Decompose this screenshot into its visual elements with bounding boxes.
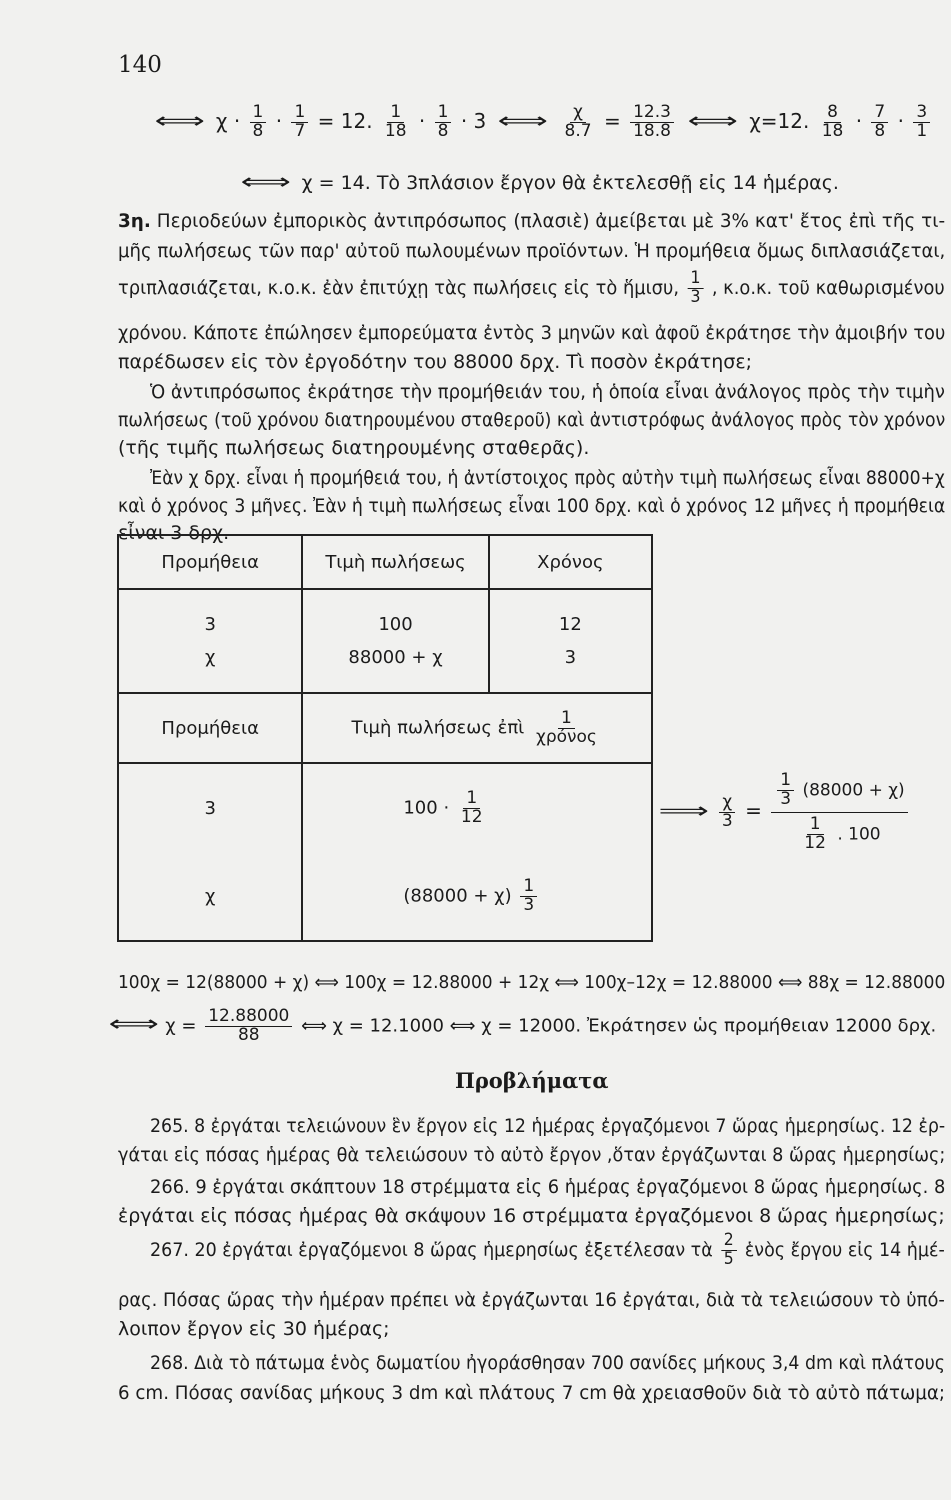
problem-3-line-7: πωλήσεως (τοῦ χρόνου διατηρουμένου σταθεροῦ) καὶ ἀντιστρόφως ἀνάλογος πρὸς τὸν χρόνον	[118, 409, 946, 431]
equivalence-arrow-icon: ⟺	[240, 170, 292, 195]
equation-line-1: ⟺ χ · $\frac{1}{8}$ · $\frac{1}{7}$ = 12. $\frac{1}{18}$ · $\frac{1}{8}$ · 3 ⟺ $\frac{\chi}{8.7}$ = $\frac{12.3}{18.8}$ ⟺ χ=12. $\frac{8}{18}$ · $\frac{7}{8}$ · $\frac{3}{1}$	[150, 104, 933, 141]
side-equation: ⟹ $\frac{\chi}{3}$ = $\frac{1}{3}$ (88000 + χ) $\frac{1}{12}$ . 100	[668, 772, 911, 852]
problem-3-line-2: μῆς πωλήσεως τῶν παρ' αὐτοῦ πωλουμένων προϊόντων. Ἡ προμήθεια ὅμως διπλασιάζεται,	[118, 240, 946, 262]
problems-heading: Προβλήματα	[455, 1068, 609, 1093]
table-header: Τιμὴ πωλήσεως	[302, 535, 488, 589]
eq-term: ·	[275, 108, 283, 133]
problem-267-line-3: λοιπον ἔργον εἰς 30 ἡμέρας;	[118, 1318, 390, 1340]
fraction: $\frac{1}{\text{χρόνος}}$	[536, 707, 597, 747]
table-header: Προμήθεια	[118, 693, 302, 763]
problem-268-line-2: 6 cm. Πόσας σανίδας μήκους 3 dm καὶ πλάτους 7 cm θὰ χρειασθοῦν διὰ τὸ αὐτὸ πάτωμα;	[118, 1382, 946, 1404]
problem-3-line-11: εἶναι 3 δρχ.	[118, 522, 230, 544]
table-header: Τιμὴ πωλήσεως ἐπὶ $\frac{1}{\text{χρόνος}}$	[302, 693, 652, 763]
problem-3-line-9: Ἐὰν χ δρχ. εἶναι ἡ προμήθειά του, ἡ ἀντίστοιχος πρὸς αὐτὴν τιμὴ πωλήσεως εἶναι 88000+χ	[150, 467, 945, 489]
equation-line-2: ⟺ χ = 14. Τὸ 3πλάσιον ἔργον θὰ ἐκτελεσθῇ εἰς 14 ἡμέρας.	[240, 170, 839, 195]
compound-fraction: $\frac{1}{3}$ (88000 + χ) $\frac{1}{12}$ . 100	[771, 772, 907, 852]
equivalence-arrow-icon: ⟺	[108, 1012, 160, 1038]
problem-267-line-1: 267. 20 ἐργάται ἐργαζόμενοι 8 ὥρας ἡμερησίως ἐξετέλεσαν τὰ $\frac{2}{5}$ ἑνὸς ἔργου εἰς 14 ἡμέ-	[150, 1230, 945, 1269]
problem-266-line-2: ἐργάται εἰς πόσας ἡμέρας θὰ σκάψουν 16 στρέμματα ἐργαζόμενοι 8 ὥρας ἡμερησίως;	[118, 1205, 945, 1227]
table-cell: 100 88000 + χ	[302, 589, 488, 693]
fraction: $\frac{1}{3}$	[520, 878, 537, 915]
fraction: $\frac{1}{12}$	[460, 787, 483, 827]
fraction: $\frac{1}{3}$	[777, 772, 794, 809]
fraction: $\frac{1}{8}$	[435, 104, 452, 141]
table-cell: 3 χ	[118, 589, 302, 693]
problem-266-line-1: 266. 9 ἐργάται σκάπτουν 18 στρέμματα εἰς 6 ἡμέρας ἐργαζόμενοι 8 ὥρας ἡμερησίως. 8	[150, 1176, 946, 1198]
problem-265-line-2: γάται εἰς πόσας ἡμέρας θὰ τελειώσουν τὸ αὐτὸ ἔργον ,ὅταν ἐργάζωνται 8 ὥρας ἡμερησίως;	[118, 1144, 946, 1166]
problem-3-line-3: τριπλασιάζεται, κ.ο.κ. ἐὰν ἐπιτύχῃ τὰς πωλήσεις εἰς τὸ ἥμισυ, $\frac{1}{3}$ , κ.ο.κ. τοῦ καθωρισμένου	[118, 268, 945, 307]
eq-term: ·	[418, 108, 426, 133]
problem-268-line-1: 268. Διὰ τὸ πάτωμα ἑνὸς δωματίου ἠγοράσθησαν 700 σανίδες μήκους 3,4 dm καὶ πλάτους	[150, 1352, 946, 1374]
fraction: $\frac{\chi}{3}$	[719, 794, 736, 831]
solution-line-2: ⟺ χ = $\frac{12.88000}{88}$ ⟺ χ = 12.1000 ⟺ χ = 12000. Ἐκράτησεν ὡς προμήθειαν 12000 δρχ.	[108, 1006, 937, 1045]
eq-term: χ=12.	[749, 108, 810, 133]
fraction: $\frac{3}{1}$	[913, 104, 930, 141]
fraction: $\frac{1}{18}$	[384, 102, 407, 141]
fraction: $\frac{\chi}{8.7}$	[564, 102, 592, 141]
eq-term: · 3	[460, 108, 487, 133]
table-cell: 12 3	[489, 589, 652, 693]
fraction: $\frac{2}{5}$	[721, 1232, 736, 1269]
problem-3-line-5: παρέδωσεν εἰς τὸν ἐργοδότην του 88000 δρχ. Τὶ ποσὸν ἐκράτησε;	[118, 351, 753, 373]
fraction: $\frac{7}{8}$	[871, 104, 888, 141]
equivalence-arrow-icon: ⟺	[687, 108, 739, 134]
table-header: Προμήθεια	[118, 535, 302, 589]
fraction: $\frac{8}{18}$	[821, 102, 844, 141]
problem-3-line-1: 3η. Περιοδεύων ἐμπορικὸς ἀντιπρόσωπος (πλασιὲ) ἀμείβεται μὲ 3% κατ' ἔτος ἐπὶ τῆς τι-	[118, 210, 946, 232]
table-cell: 100 · $\frac{1}{12}$ (88000 + χ) $\frac{1}{3}$	[302, 763, 652, 941]
table-cell: 3 χ	[118, 763, 302, 941]
equivalence-arrow-icon: ⟺	[497, 108, 548, 134]
eq-term: χ ·	[215, 108, 241, 133]
table-header: Χρόνος	[489, 535, 652, 589]
fraction: $\frac{1}{8}$	[250, 104, 267, 141]
problem-265-line-1: 265. 8 ἐργάται τελειώνουν ἓν ἔργον εἰς 12 ἡμέρας ἐργαζόμενοι 7 ὥρας ἡμερησίως. 12 ἐρ-	[150, 1115, 946, 1137]
fraction: $\frac{1}{12}$	[804, 813, 826, 853]
equivalence-arrow-icon: ⟺	[154, 108, 206, 134]
implies-arrow-icon: ⟹	[658, 798, 710, 824]
problem-label: 3η.	[118, 210, 151, 232]
fraction: $\frac{12.3}{18.8}$	[630, 104, 674, 141]
problem-3-line-6: Ὁ ἀντιπρόσωπος ἐκράτησε τὴν προμήθειάν του, ἡ ὁποία εἶναι ἀνάλογος πρὸς τὴν τιμὴν	[150, 381, 945, 403]
proportion-table	[117, 534, 653, 942]
eq-term: = 12.	[317, 108, 373, 133]
solution-line-1: 100χ = 12(88000 + χ) ⟺ 100χ = 12.88000 + 12χ ⟺ 100χ–12χ = 12.88000 ⟺ 88χ = 12.88000	[118, 972, 946, 993]
problem-267-line-2: ρας. Πόσας ὥρας τὴν ἡμέραν πρέπει νὰ ἐργάζωνται 16 ἐργάται, διὰ τὰ τελειώσουν τὸ ὑπό-	[118, 1289, 945, 1311]
problem-3-line-4: χρόνου. Κάποτε ἐπώλησεν ἐμπορεύματα ἐντὸς 3 μηνῶν καὶ ἀφοῦ ἐκράτησε τὴν ἀμοιβήν του	[118, 322, 946, 344]
fraction: $\frac{1}{7}$	[291, 104, 308, 141]
page-number: 140	[118, 52, 162, 78]
fraction: $\frac{1}{3}$	[688, 270, 704, 307]
problem-3-line-10: καὶ ὁ χρόνος 3 μῆνες. Ἐὰν ἡ τιμὴ πωλήσεως εἶναι 100 δρχ. καὶ ὁ χρόνος 12 μῆνες ἡ προμήθεια	[118, 495, 946, 517]
problem-3-line-8: (τῆς τιμῆς πωλήσεως διατηρουμένης σταθερᾶς).	[118, 437, 590, 459]
fraction: $\frac{12.88000}{88}$	[205, 1008, 292, 1045]
